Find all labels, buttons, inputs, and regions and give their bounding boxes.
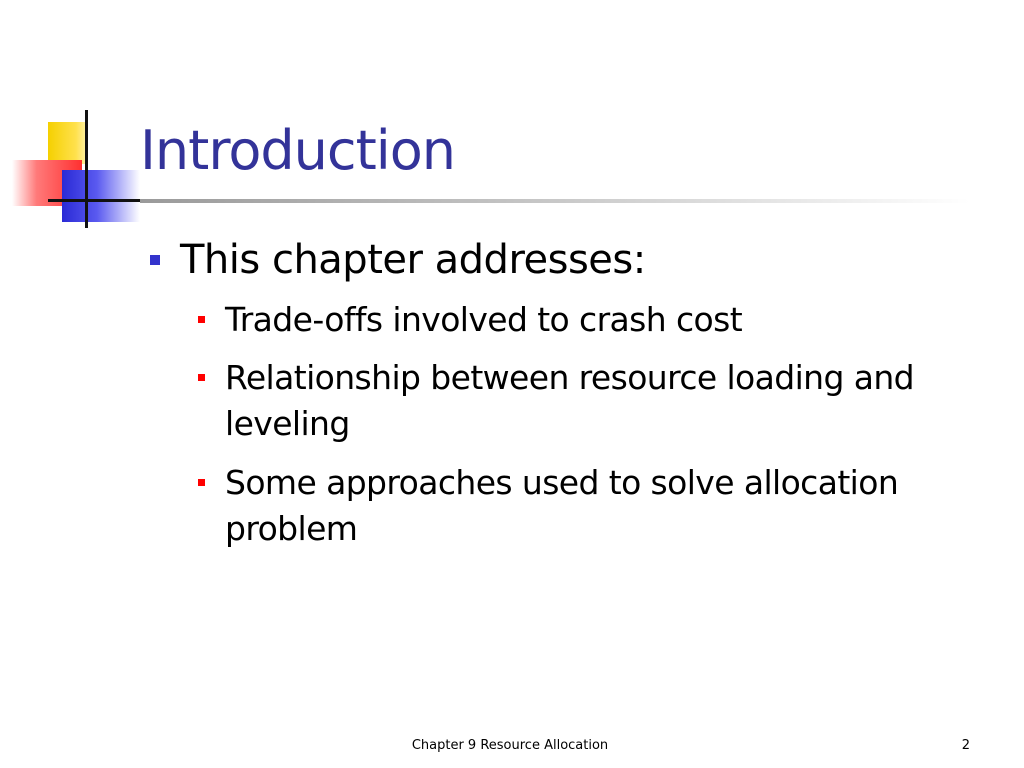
square-bullet-icon <box>198 479 205 486</box>
subbullet-text: Trade-offs involved to crash cost <box>225 300 743 339</box>
title-underline-rule <box>140 199 970 203</box>
square-bullet-icon <box>150 255 160 265</box>
square-bullet-icon <box>198 316 205 323</box>
footer-chapter-title: Chapter 9 Resource Allocation <box>411 738 609 753</box>
subbullet-item <box>198 355 998 447</box>
bullet-text: This chapter addresses: <box>180 237 646 283</box>
square-bullet-icon <box>198 374 205 381</box>
subbullet-item <box>198 297 998 343</box>
logo-vertical-line <box>85 110 88 228</box>
blue-square <box>62 170 140 222</box>
subbullet-text: Some approaches used to solve allocation problem <box>225 463 899 549</box>
footer-page-number: 2 <box>961 738 970 753</box>
yellow-square <box>48 122 88 164</box>
logo-horizontal-line <box>48 199 142 202</box>
bullet-item <box>150 236 646 284</box>
decorative-squares-logo <box>0 0 150 240</box>
slide-title: Introduction <box>140 119 456 182</box>
subbullet-item <box>198 460 998 552</box>
subbullet-text: Relationship between resource loading and leveling <box>225 358 915 444</box>
